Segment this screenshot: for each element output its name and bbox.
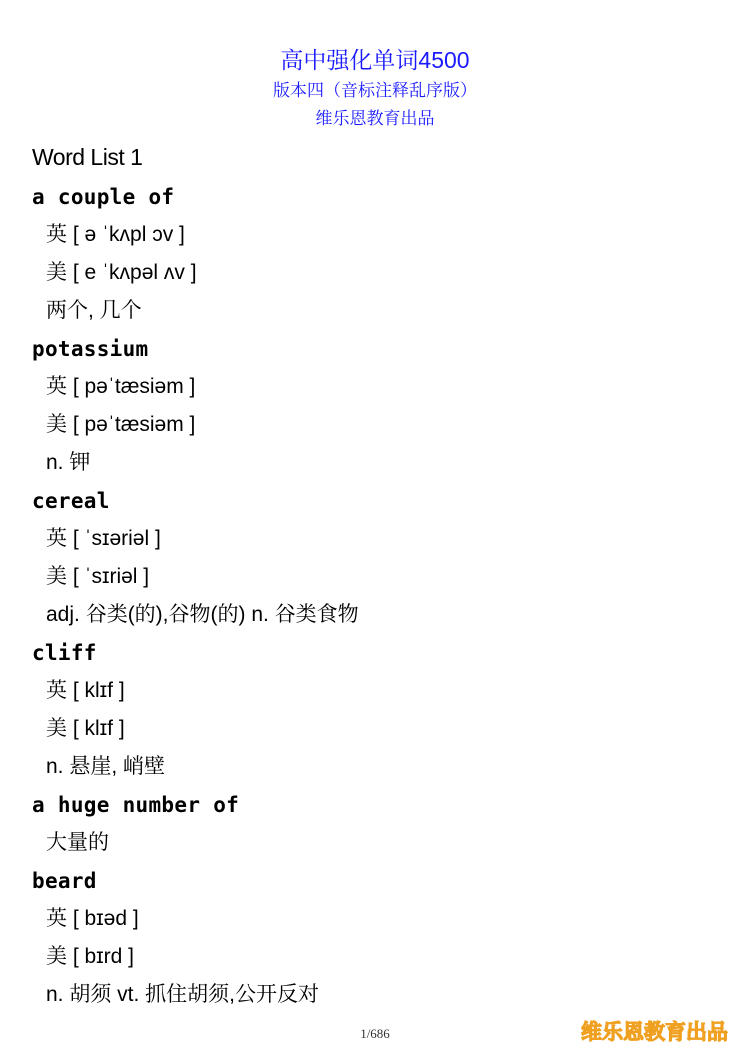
entry-word: potassium xyxy=(32,337,149,361)
document-subtitle: 版本四（音标注释乱序版） xyxy=(273,81,477,100)
publisher-line: 维乐恩教育出品 xyxy=(315,109,435,128)
entry-meaning: adj. 谷类(的),谷物(的) n. 谷类食物 xyxy=(46,603,359,626)
uk-pronunciation: 英 [ klɪf ] xyxy=(46,679,125,702)
entry xyxy=(32,482,722,634)
entry-word: a couple of xyxy=(32,185,175,209)
us-pronunciation: 美 [ ˈsɪriəl ] xyxy=(46,565,150,588)
document-title: 高中强化单词4500 xyxy=(280,47,470,73)
us-pronunciation: 美 [ bɪrd ] xyxy=(46,945,134,968)
entry-word: cereal xyxy=(32,489,110,513)
document-header xyxy=(0,44,750,132)
entry xyxy=(32,786,722,862)
us-pronunciation: 美 [ klɪf ] xyxy=(46,717,125,740)
us-pronunciation: 美 [ e ˈkʌpəl ʌv ] xyxy=(46,261,197,284)
publisher-watermark: 维乐恩教育出品 xyxy=(581,1020,728,1044)
entry-meaning: 大量的 xyxy=(46,831,109,854)
entry-meaning: n. 悬崖, 峭壁 xyxy=(46,755,166,778)
entry-meaning: n. 胡须 vt. 抓住胡须,公开反对 xyxy=(46,983,320,1006)
uk-pronunciation: 英 [ ə ˈkʌpl ɔv ] xyxy=(46,223,185,246)
entry-meaning: n. 钾 xyxy=(46,451,91,474)
uk-pronunciation: 英 [ ˈsɪəriəl ] xyxy=(46,527,161,550)
entry xyxy=(32,862,722,1014)
entry xyxy=(32,330,722,482)
word-list xyxy=(32,140,722,1014)
entry-word: beard xyxy=(32,869,97,893)
entry-meaning: 两个, 几个 xyxy=(46,299,142,322)
uk-pronunciation: 英 [ pəˈtæsiəm ] xyxy=(46,375,196,398)
entry xyxy=(32,634,722,786)
entry xyxy=(32,178,722,330)
entry-word: a huge number of xyxy=(32,793,240,817)
word-list-title: Word List 1 xyxy=(32,144,143,170)
page-number: 1/686 xyxy=(360,1026,390,1041)
uk-pronunciation: 英 [ bɪəd ] xyxy=(46,907,139,930)
entry-word: cliff xyxy=(32,641,97,665)
us-pronunciation: 美 [ pəˈtæsiəm ] xyxy=(46,413,196,436)
